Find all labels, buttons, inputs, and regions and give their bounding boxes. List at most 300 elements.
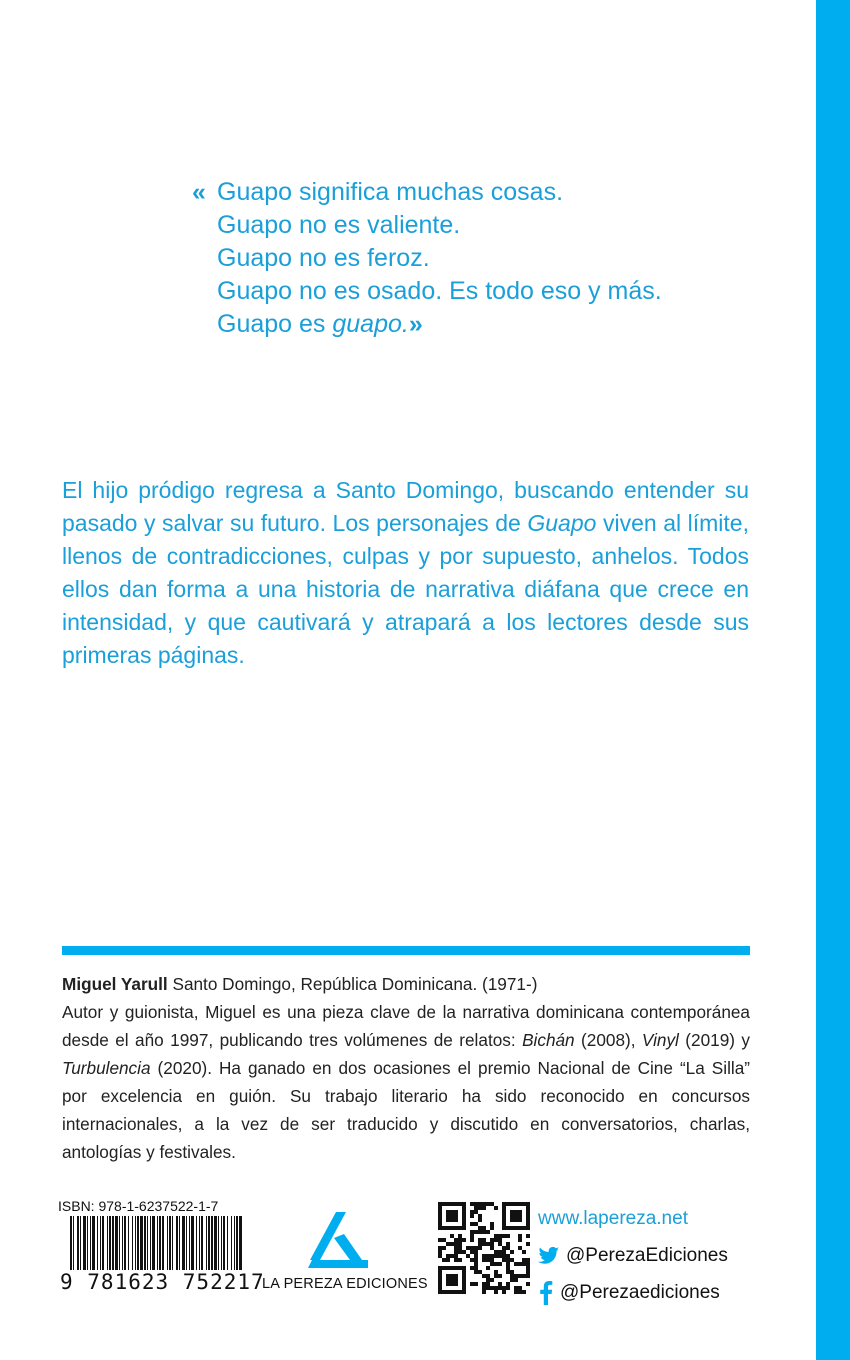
qr-module bbox=[510, 1210, 514, 1214]
qr-module bbox=[462, 1282, 466, 1286]
qr-module bbox=[474, 1250, 478, 1254]
isbn-label: ISBN: 978-1-6237522-1-7 bbox=[58, 1198, 219, 1214]
qr-module bbox=[510, 1250, 514, 1254]
qr-module bbox=[506, 1254, 510, 1258]
qr-module bbox=[438, 1210, 442, 1214]
qr-module bbox=[454, 1242, 458, 1246]
qr-module bbox=[506, 1242, 510, 1246]
qr-module bbox=[526, 1274, 530, 1278]
qr-module bbox=[502, 1258, 506, 1262]
qr-module bbox=[526, 1262, 530, 1266]
qr-module bbox=[474, 1202, 478, 1206]
qr-module bbox=[446, 1242, 450, 1246]
qr-module bbox=[450, 1218, 454, 1222]
qr-module bbox=[470, 1258, 474, 1262]
qr-module bbox=[446, 1214, 450, 1218]
qr-module bbox=[446, 1282, 450, 1286]
qr-module bbox=[450, 1202, 454, 1206]
qr-module bbox=[462, 1286, 466, 1290]
qr-module bbox=[442, 1266, 446, 1270]
qr-module bbox=[514, 1210, 518, 1214]
quote-line-3: Guapo no es feroz. bbox=[217, 244, 430, 272]
qr-module bbox=[514, 1262, 518, 1266]
qr-module bbox=[490, 1262, 494, 1266]
qr-module bbox=[474, 1222, 478, 1226]
qr-module bbox=[486, 1202, 490, 1206]
qr-module bbox=[510, 1258, 514, 1262]
qr-module bbox=[490, 1258, 494, 1262]
qr-module bbox=[446, 1218, 450, 1222]
qr-module bbox=[506, 1266, 510, 1270]
qr-module bbox=[522, 1226, 526, 1230]
qr-module bbox=[470, 1250, 474, 1254]
website-link[interactable]: www.lapereza.net bbox=[538, 1207, 688, 1229]
qr-module bbox=[514, 1274, 518, 1278]
twitter-bird-icon bbox=[538, 1246, 560, 1266]
qr-module bbox=[518, 1262, 522, 1266]
facebook-handle[interactable]: @Perezaediciones bbox=[560, 1281, 720, 1303]
qr-module bbox=[454, 1238, 458, 1242]
qr-module bbox=[446, 1202, 450, 1206]
qr-module bbox=[498, 1234, 502, 1238]
qr-module bbox=[502, 1234, 506, 1238]
qr-module bbox=[478, 1202, 482, 1206]
qr-module bbox=[478, 1238, 482, 1242]
qr-module bbox=[470, 1222, 474, 1226]
qr-module bbox=[474, 1258, 478, 1262]
qr-module bbox=[450, 1266, 454, 1270]
quote-line-4: Guapo no es osado. Es todo eso y más. bbox=[217, 277, 662, 305]
qr-module bbox=[470, 1214, 474, 1218]
qr-module bbox=[506, 1202, 510, 1206]
la-pereza-logo bbox=[298, 1210, 378, 1270]
qr-module bbox=[450, 1214, 454, 1218]
qr-module bbox=[474, 1262, 478, 1266]
qr-module bbox=[438, 1218, 442, 1222]
qr-module bbox=[462, 1214, 466, 1218]
publisher-name: LA PEREZA EDICIONES bbox=[262, 1276, 428, 1292]
qr-module bbox=[502, 1214, 506, 1218]
qr-module bbox=[470, 1246, 474, 1250]
qr-module bbox=[494, 1262, 498, 1266]
qr-module bbox=[490, 1286, 494, 1290]
qr-module bbox=[498, 1262, 502, 1266]
qr-module bbox=[450, 1234, 454, 1238]
qr-module bbox=[454, 1290, 458, 1294]
qr-module bbox=[490, 1238, 494, 1242]
qr-module bbox=[486, 1258, 490, 1262]
qr-module bbox=[482, 1242, 486, 1246]
qr-module bbox=[458, 1266, 462, 1270]
qr-module bbox=[470, 1282, 474, 1286]
qr-module bbox=[482, 1274, 486, 1278]
qr-module bbox=[454, 1226, 458, 1230]
qr-module bbox=[494, 1250, 498, 1254]
pull-quote bbox=[192, 176, 712, 341]
qr-module bbox=[438, 1246, 442, 1250]
qr-module bbox=[502, 1222, 506, 1226]
qr-module bbox=[446, 1290, 450, 1294]
qr-module bbox=[506, 1270, 510, 1274]
qr-module bbox=[526, 1218, 530, 1222]
qr-module bbox=[462, 1210, 466, 1214]
qr-module bbox=[446, 1254, 450, 1258]
qr-module bbox=[510, 1270, 514, 1274]
qr-module bbox=[458, 1234, 462, 1238]
qr-module bbox=[454, 1210, 458, 1214]
qr-module bbox=[494, 1290, 498, 1294]
qr-module bbox=[454, 1282, 458, 1286]
qr-module bbox=[518, 1226, 522, 1230]
qr-module bbox=[494, 1234, 498, 1238]
qr-module bbox=[478, 1242, 482, 1246]
qr-module bbox=[454, 1274, 458, 1278]
qr-module bbox=[462, 1226, 466, 1230]
qr-module bbox=[474, 1282, 478, 1286]
qr-module bbox=[478, 1214, 482, 1218]
qr-module bbox=[510, 1218, 514, 1222]
qr-module bbox=[442, 1258, 446, 1262]
qr-module bbox=[478, 1230, 482, 1234]
qr-module bbox=[498, 1242, 502, 1246]
qr-module bbox=[510, 1202, 514, 1206]
qr-module bbox=[446, 1226, 450, 1230]
qr-module bbox=[482, 1254, 486, 1258]
qr-module bbox=[526, 1226, 530, 1230]
qr-module bbox=[470, 1210, 474, 1214]
qr-module bbox=[506, 1262, 510, 1266]
qr-module bbox=[450, 1282, 454, 1286]
qr-module bbox=[490, 1246, 494, 1250]
qr-module bbox=[462, 1238, 466, 1242]
bio-book-1: Bichán bbox=[522, 1030, 575, 1050]
qr-module bbox=[482, 1282, 486, 1286]
qr-module bbox=[474, 1270, 478, 1274]
qr-module bbox=[478, 1218, 482, 1222]
qr-module bbox=[482, 1230, 486, 1234]
twitter-handle[interactable]: @PerezaEdiciones bbox=[566, 1244, 728, 1266]
qr-module bbox=[442, 1202, 446, 1206]
qr-module bbox=[458, 1226, 462, 1230]
qr-module bbox=[438, 1266, 442, 1270]
qr-module bbox=[498, 1254, 502, 1258]
qr-module bbox=[502, 1202, 506, 1206]
quote-open-mark: « bbox=[192, 178, 206, 206]
qr-module bbox=[446, 1278, 450, 1282]
bio-text-1: Autor y guionista, Miguel es una pieza clave de la narrativa dominicana contemporánea desde el año 1997, publicando tres volúmenes de relatos: bbox=[62, 1002, 750, 1050]
qr-module bbox=[502, 1210, 506, 1214]
qr-module bbox=[458, 1242, 462, 1246]
qr-module bbox=[442, 1238, 446, 1242]
qr-module bbox=[474, 1230, 478, 1234]
qr-module bbox=[462, 1250, 466, 1254]
qr-module bbox=[526, 1206, 530, 1210]
qr-module bbox=[506, 1246, 510, 1250]
qr-module bbox=[494, 1270, 498, 1274]
qr-module bbox=[502, 1206, 506, 1210]
qr-module bbox=[518, 1290, 522, 1294]
qr-module bbox=[474, 1246, 478, 1250]
qr-module bbox=[526, 1258, 530, 1262]
qr-module bbox=[466, 1254, 470, 1258]
qr-module bbox=[502, 1226, 506, 1230]
qr-module bbox=[438, 1254, 442, 1258]
qr-module bbox=[462, 1270, 466, 1274]
qr-module bbox=[438, 1270, 442, 1274]
quote-close-mark: » bbox=[408, 310, 423, 338]
qr-module bbox=[454, 1266, 458, 1270]
qr-module bbox=[510, 1214, 514, 1218]
qr-module bbox=[490, 1222, 494, 1226]
qr-module bbox=[526, 1234, 530, 1238]
qr-module bbox=[482, 1258, 486, 1262]
qr-module bbox=[486, 1274, 490, 1278]
qr-module bbox=[526, 1242, 530, 1246]
qr-module bbox=[522, 1274, 526, 1278]
qr-module bbox=[438, 1278, 442, 1282]
qr-module bbox=[478, 1226, 482, 1230]
quote-line-1: Guapo significa muchas cosas. bbox=[217, 178, 564, 206]
qr-module bbox=[498, 1238, 502, 1242]
qr-module bbox=[490, 1242, 494, 1246]
qr-module bbox=[490, 1202, 494, 1206]
qr-module bbox=[510, 1274, 514, 1278]
blurb-part-1: El hijo pródigo regresa a Santo Domingo, buscando entender su pasado y salvar su futuro. Los personajes de bbox=[62, 477, 749, 536]
qr-module bbox=[438, 1282, 442, 1286]
book-blurb bbox=[62, 474, 749, 672]
qr-module bbox=[442, 1290, 446, 1294]
qr-module bbox=[502, 1286, 506, 1290]
bio-book-2: Vinyl bbox=[641, 1030, 679, 1050]
qr-module bbox=[478, 1206, 482, 1210]
bio-book-3: Turbulencia bbox=[62, 1058, 151, 1078]
qr-module bbox=[514, 1202, 518, 1206]
qr-module bbox=[482, 1290, 486, 1294]
qr-module bbox=[470, 1266, 474, 1270]
qr-module bbox=[474, 1206, 478, 1210]
qr-module bbox=[462, 1218, 466, 1222]
qr-module bbox=[514, 1286, 518, 1290]
qr-module bbox=[454, 1278, 458, 1282]
quote-line-5 bbox=[192, 308, 712, 341]
qr-module bbox=[450, 1278, 454, 1282]
qr-module bbox=[490, 1278, 494, 1282]
qr-module bbox=[442, 1226, 446, 1230]
qr-module bbox=[438, 1206, 442, 1210]
qr-module bbox=[454, 1214, 458, 1218]
qr-module bbox=[470, 1234, 474, 1238]
qr-module bbox=[450, 1274, 454, 1278]
qr-module bbox=[514, 1214, 518, 1218]
qr-module bbox=[518, 1274, 522, 1278]
qr-module bbox=[506, 1258, 510, 1262]
qr-module bbox=[518, 1286, 522, 1290]
qr-module bbox=[526, 1210, 530, 1214]
bio-text-4: (2020). Ha ganado en dos ocasiones el premio Nacional de Cine “La Silla” por excelencia en guión. Su trabajo literario ha sido reconocido en concursos internacionales, a la vez de ser traducido y discutido en conversatorios, charlas, antologías y festivales. bbox=[62, 1058, 750, 1162]
cover-spine-bar bbox=[816, 0, 850, 1360]
qr-module bbox=[462, 1206, 466, 1210]
qr-module bbox=[486, 1254, 490, 1258]
qr-module bbox=[462, 1222, 466, 1226]
qr-module bbox=[486, 1286, 490, 1290]
author-bio bbox=[62, 970, 750, 1166]
qr-module bbox=[482, 1238, 486, 1242]
qr-module bbox=[526, 1266, 530, 1270]
qr-module bbox=[514, 1278, 518, 1282]
qr-module bbox=[450, 1254, 454, 1258]
qr-module bbox=[510, 1226, 514, 1230]
qr-module bbox=[518, 1238, 522, 1242]
qr-module bbox=[506, 1234, 510, 1238]
qr-module bbox=[462, 1202, 466, 1206]
qr-module bbox=[438, 1214, 442, 1218]
quote-line-2: Guapo no es valiente. bbox=[217, 211, 461, 239]
bio-text-3: (2019) y bbox=[678, 1030, 750, 1050]
qr-module bbox=[450, 1242, 454, 1246]
qr-module bbox=[442, 1246, 446, 1250]
qr-module bbox=[458, 1202, 462, 1206]
qr-module bbox=[462, 1278, 466, 1282]
qr-module bbox=[502, 1290, 506, 1294]
qr-module bbox=[522, 1290, 526, 1294]
blurb-title-italic: Guapo bbox=[527, 510, 597, 536]
qr-module bbox=[502, 1254, 506, 1258]
qr-module bbox=[438, 1222, 442, 1226]
qr-module bbox=[498, 1250, 502, 1254]
qr-module bbox=[454, 1246, 458, 1250]
qr-module bbox=[518, 1246, 522, 1250]
qr-module bbox=[514, 1226, 518, 1230]
qr-module bbox=[438, 1202, 442, 1206]
qr-module bbox=[454, 1250, 458, 1254]
qr-module bbox=[454, 1254, 458, 1258]
qr-module bbox=[478, 1270, 482, 1274]
qr-module bbox=[502, 1250, 506, 1254]
qr-module bbox=[438, 1286, 442, 1290]
qr-module bbox=[438, 1274, 442, 1278]
qr-module bbox=[518, 1218, 522, 1222]
qr-module bbox=[446, 1266, 450, 1270]
qr-module bbox=[482, 1226, 486, 1230]
qr-module bbox=[494, 1274, 498, 1278]
qr-module bbox=[438, 1226, 442, 1230]
qr-module bbox=[450, 1210, 454, 1214]
qr-module bbox=[466, 1246, 470, 1250]
qr-module bbox=[494, 1254, 498, 1258]
qr-module bbox=[510, 1278, 514, 1282]
qr-module bbox=[446, 1274, 450, 1278]
qr-module bbox=[462, 1290, 466, 1294]
qr-module bbox=[454, 1258, 458, 1262]
qr-module bbox=[446, 1210, 450, 1214]
qr-module bbox=[458, 1290, 462, 1294]
qr-module bbox=[470, 1230, 474, 1234]
qr-module bbox=[494, 1238, 498, 1242]
barcode-digits: 9 781623 752217 bbox=[60, 1270, 265, 1294]
qr-module bbox=[522, 1202, 526, 1206]
qr-module bbox=[498, 1286, 502, 1290]
qr-module bbox=[474, 1210, 478, 1214]
qr-module bbox=[522, 1258, 526, 1262]
qr-module bbox=[462, 1266, 466, 1270]
barcode bbox=[58, 1216, 265, 1298]
qr-module bbox=[518, 1202, 522, 1206]
qr-module bbox=[502, 1246, 506, 1250]
qr-module bbox=[490, 1254, 494, 1258]
contact-block bbox=[538, 1200, 808, 1311]
qr-module bbox=[470, 1202, 474, 1206]
qr-module bbox=[486, 1266, 490, 1270]
author-name: Miguel Yarull bbox=[62, 974, 168, 994]
qr-module bbox=[486, 1278, 490, 1282]
qr-module bbox=[498, 1282, 502, 1286]
qr-module bbox=[498, 1274, 502, 1278]
qr-module bbox=[526, 1214, 530, 1218]
qr-module bbox=[474, 1266, 478, 1270]
facebook-f-icon bbox=[538, 1281, 554, 1305]
qr-module bbox=[526, 1270, 530, 1274]
qr-module bbox=[526, 1282, 530, 1286]
qr-module bbox=[482, 1202, 486, 1206]
quote-last-prefix: Guapo es bbox=[217, 310, 333, 338]
qr-module bbox=[494, 1286, 498, 1290]
qr-module bbox=[506, 1226, 510, 1230]
qr-module bbox=[514, 1218, 518, 1222]
qr-module bbox=[450, 1290, 454, 1294]
author-origin: Santo Domingo, República Dominicana. (1971-) bbox=[167, 974, 538, 994]
qr-module bbox=[474, 1254, 478, 1258]
section-divider bbox=[62, 946, 750, 955]
qr-module bbox=[482, 1286, 486, 1290]
qr-module bbox=[446, 1258, 450, 1262]
bio-text-2: (2008), bbox=[574, 1030, 642, 1050]
qr-module bbox=[458, 1250, 462, 1254]
qr-module bbox=[486, 1242, 490, 1246]
qr-module bbox=[438, 1250, 442, 1254]
qr-module bbox=[518, 1234, 522, 1238]
qr-module bbox=[518, 1214, 522, 1218]
qr-module bbox=[526, 1202, 530, 1206]
qr-module bbox=[506, 1282, 510, 1286]
qr-code[interactable] bbox=[438, 1202, 530, 1294]
qr-module bbox=[450, 1226, 454, 1230]
qr-module bbox=[522, 1262, 526, 1266]
qr-module bbox=[518, 1210, 522, 1214]
qr-module bbox=[486, 1230, 490, 1234]
quote-last-italic: guapo. bbox=[332, 310, 409, 338]
qr-module bbox=[526, 1222, 530, 1226]
qr-module bbox=[494, 1206, 498, 1210]
qr-module bbox=[514, 1290, 518, 1294]
qr-module bbox=[454, 1218, 458, 1222]
qr-module bbox=[478, 1246, 482, 1250]
blurb-part-2: viven al límite, llenos de contradicciones, culpas y por supuesto, anhelos. Todos ellos dan forma a una historia de narrativa diáfana que crece en intensidad, y que cautivará y atrapará a los lectores desde sus primeras páginas. bbox=[62, 510, 749, 668]
qr-module bbox=[486, 1282, 490, 1286]
qr-module bbox=[438, 1238, 442, 1242]
qr-module bbox=[458, 1238, 462, 1242]
qr-module bbox=[522, 1250, 526, 1254]
qr-module bbox=[502, 1218, 506, 1222]
qr-module bbox=[470, 1238, 474, 1242]
qr-module bbox=[454, 1202, 458, 1206]
qr-module bbox=[458, 1258, 462, 1262]
qr-module bbox=[506, 1286, 510, 1290]
qr-module bbox=[462, 1274, 466, 1278]
qr-module bbox=[438, 1290, 442, 1294]
qr-module bbox=[482, 1206, 486, 1210]
qr-module bbox=[490, 1226, 494, 1230]
qr-module bbox=[458, 1246, 462, 1250]
